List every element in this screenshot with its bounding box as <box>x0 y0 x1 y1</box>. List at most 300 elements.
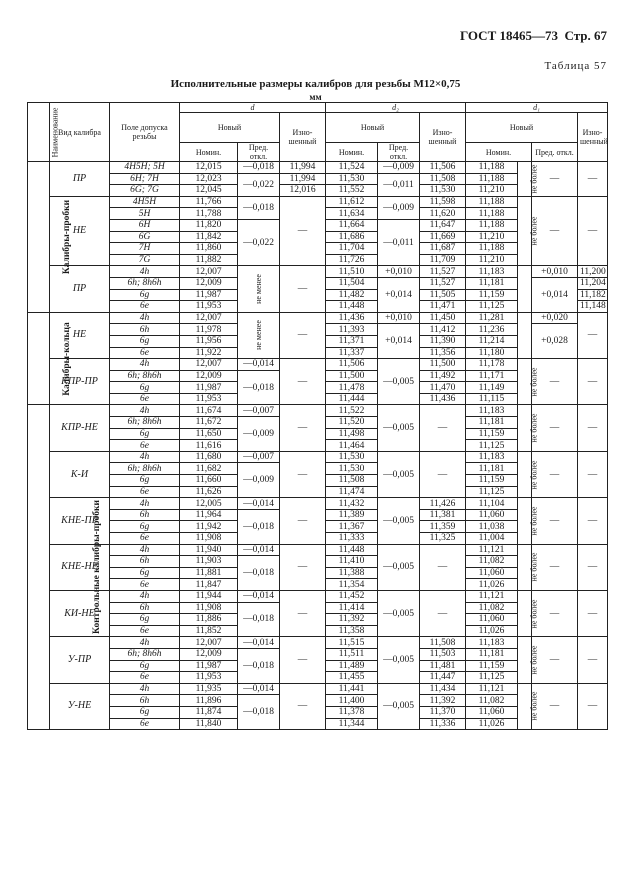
table-row <box>28 637 608 649</box>
d2-worn: 11,505 <box>420 289 466 301</box>
d1-note: не более <box>518 498 532 544</box>
tolerance-field: 4h <box>110 544 180 556</box>
d2-worn: 11,359 <box>420 521 466 533</box>
tolerance-field: 6g <box>110 289 180 301</box>
d-nominal: 12,007 <box>180 359 238 371</box>
d2-deviation: —0,005 <box>378 544 420 590</box>
d-nominal: 11,860 <box>180 243 238 255</box>
table-row <box>28 544 608 556</box>
d-worn: — <box>280 266 326 312</box>
tolerance-field: 6e <box>110 486 180 498</box>
d-nominal: 11,953 <box>180 672 238 684</box>
tolerance-field: 6g <box>110 382 180 394</box>
tolerance-field: 7H <box>110 243 180 255</box>
d-nominal: 12,009 <box>180 277 238 289</box>
standard-code: ГОСТ 18465—73 <box>459 28 558 43</box>
tolerance-field: 6h <box>110 695 180 707</box>
table-row <box>28 162 608 174</box>
d1-note: не более <box>518 162 532 197</box>
tolerance-field: 4h <box>110 359 180 371</box>
d1-nominal: 11,082 <box>466 695 518 707</box>
d2-nominal: 11,414 <box>326 602 378 614</box>
d1-note: не более <box>518 196 532 266</box>
d2-worn: 11,492 <box>420 370 466 382</box>
d2-deviation: —0,009 <box>378 196 420 219</box>
d2-nominal: 11,498 <box>326 428 378 440</box>
d-deviation: —0,022 <box>238 173 280 196</box>
d1-worn: 11,204 <box>578 277 608 289</box>
d2-worn: 11,506 <box>420 162 466 174</box>
tolerance-field: 6h; 8h6h <box>110 370 180 382</box>
tolerance-field: 4H5H <box>110 196 180 208</box>
d2-worn: — <box>420 590 466 636</box>
header-d1-nom: Номин. <box>466 143 532 162</box>
d-nominal: 11,953 <box>180 393 238 405</box>
d-nominal: 11,616 <box>180 440 238 452</box>
d2-worn: 11,527 <box>420 277 466 289</box>
d-deviation: —0,022 <box>238 219 280 265</box>
d2-worn: 11,470 <box>420 382 466 394</box>
d2-nominal: 11,612 <box>326 196 378 208</box>
d-nominal: 12,023 <box>180 173 238 185</box>
d2-deviation: +0,010 <box>378 312 420 324</box>
d2-nominal: 11,552 <box>326 185 378 197</box>
d2-nominal: 11,482 <box>326 289 378 301</box>
d2-nominal: 11,464 <box>326 440 378 452</box>
d-note: не менее <box>238 266 280 312</box>
d-nominal: 11,953 <box>180 301 238 313</box>
header-d1: d₁ <box>466 103 608 113</box>
d1-nominal: 11,125 <box>466 486 518 498</box>
d2-nominal: 11,530 <box>326 451 378 463</box>
d-deviation: —0,009 <box>238 463 280 498</box>
page-number: Стр. 67 <box>564 28 607 43</box>
d-nominal: 11,944 <box>180 590 238 602</box>
d-worn: 11,994 <box>280 162 326 174</box>
d-nominal: 11,935 <box>180 683 238 695</box>
d2-deviation: +0,014 <box>378 277 420 312</box>
d1-nominal: 11,210 <box>466 231 518 243</box>
page-header <box>460 28 607 44</box>
d2-deviation: —0,005 <box>378 590 420 636</box>
d1-nominal: 11,181 <box>466 417 518 429</box>
d1-nominal: 11,214 <box>466 335 518 347</box>
tolerance-field: 4h <box>110 683 180 695</box>
d2-nominal: 11,367 <box>326 521 378 533</box>
d-worn: — <box>280 359 326 405</box>
d2-worn: 11,426 <box>420 498 466 510</box>
d1-nominal: 11,188 <box>466 173 518 185</box>
d1-deviation: — <box>532 683 578 729</box>
tolerance-field: 6g <box>110 335 180 347</box>
caliber-kind: К-И <box>50 451 110 497</box>
d2-worn: 11,647 <box>420 219 466 231</box>
table-row <box>28 266 608 278</box>
d1-nominal: 11,181 <box>466 648 518 660</box>
d2-nominal: 11,378 <box>326 706 378 718</box>
d2-worn: — <box>420 451 466 497</box>
caliber-kind: ПР <box>50 266 110 312</box>
d1-nominal: 11,181 <box>466 277 518 289</box>
d-worn: — <box>280 405 326 451</box>
caliber-kind: ПР <box>50 162 110 197</box>
d-nominal: 11,908 <box>180 602 238 614</box>
d1-deviation: — <box>532 451 578 497</box>
d1-note <box>518 312 532 358</box>
d1-nominal: 11,183 <box>466 266 518 278</box>
d-worn: — <box>280 312 326 358</box>
d1-worn: — <box>578 451 608 497</box>
d1-deviation: — <box>532 590 578 636</box>
d-deviation: —0,014 <box>238 498 280 510</box>
d1-note: не более <box>518 590 532 636</box>
d2-nominal: 11,511 <box>326 648 378 660</box>
d1-nominal: 11,159 <box>466 475 518 487</box>
d1-note: не более <box>518 405 532 451</box>
d1-nominal: 11,188 <box>466 243 518 255</box>
d2-worn: 11,412 <box>420 324 466 336</box>
d2-deviation: +0,014 <box>378 324 420 359</box>
d-nominal: 11,956 <box>180 335 238 347</box>
header-d2-new: Новый <box>326 113 420 143</box>
d2-nominal: 11,388 <box>326 567 378 579</box>
tolerance-field: 6H; 7H <box>110 173 180 185</box>
d2-deviation: —0,005 <box>378 405 420 451</box>
d1-note <box>518 266 532 312</box>
d2-worn: 11,434 <box>420 683 466 695</box>
tolerance-field: 4h <box>110 637 180 649</box>
d-deviation: —0,009 <box>238 417 280 452</box>
d2-nominal: 11,448 <box>326 544 378 556</box>
d1-nominal: 11,210 <box>466 185 518 197</box>
header-d-new: Новый <box>180 113 280 143</box>
d2-nominal: 11,522 <box>326 405 378 417</box>
d1-deviation: — <box>532 359 578 405</box>
d2-deviation: —0,009 <box>378 162 420 174</box>
d2-worn: 11,450 <box>420 312 466 324</box>
d1-nominal: 11,121 <box>466 590 518 602</box>
d-nominal: 11,987 <box>180 382 238 394</box>
caliber-kind: КИ-НЕ <box>50 590 110 636</box>
d2-nominal: 11,436 <box>326 312 378 324</box>
tolerance-field: 4H5H; 5H <box>110 162 180 174</box>
d2-nominal: 11,452 <box>326 590 378 602</box>
d2-worn: 11,527 <box>420 266 466 278</box>
header-d2-worn: Изно- шенный <box>420 113 466 162</box>
d2-worn: 11,447 <box>420 672 466 684</box>
header-d-worn: Изно- шенный <box>280 113 326 162</box>
d1-worn: — <box>578 683 608 729</box>
d2-nominal: 11,344 <box>326 718 378 730</box>
table-row <box>28 683 608 695</box>
d2-worn: 11,503 <box>420 648 466 660</box>
header-d1-worn: Изно- шенный <box>578 113 608 162</box>
d2-deviation: —0,005 <box>378 451 420 497</box>
caliber-kind: КНЕ-ПР <box>50 498 110 544</box>
d1-nominal: 11,236 <box>466 324 518 336</box>
d1-worn: — <box>578 359 608 405</box>
caliber-kind: КПР-НЕ <box>50 405 110 451</box>
tolerance-field: 6H <box>110 219 180 231</box>
d1-nominal: 11,115 <box>466 393 518 405</box>
d-nominal: 11,852 <box>180 625 238 637</box>
tolerance-field: 6h; 8h6h <box>110 648 180 660</box>
d1-worn: — <box>578 637 608 683</box>
d2-nominal: 11,441 <box>326 683 378 695</box>
d2-nominal: 11,524 <box>326 162 378 174</box>
tolerance-field: 6g <box>110 521 180 533</box>
d2-nominal: 11,508 <box>326 475 378 487</box>
d2-nominal: 11,455 <box>326 672 378 684</box>
d1-deviation: — <box>532 544 578 590</box>
d2-worn: 11,436 <box>420 393 466 405</box>
d1-deviation: +0,014 <box>532 277 578 312</box>
table-label: Таблица 57 <box>544 60 607 72</box>
d1-worn: 11,148 <box>578 301 608 313</box>
d2-nominal: 11,515 <box>326 637 378 649</box>
tolerance-field: 6e <box>110 440 180 452</box>
d2-nominal: 11,474 <box>326 486 378 498</box>
d-nominal: 11,682 <box>180 463 238 475</box>
d2-worn: 11,620 <box>420 208 466 220</box>
d1-note: не более <box>518 637 532 683</box>
d1-worn: — <box>578 196 608 266</box>
table-row <box>28 405 608 417</box>
d-nominal: 11,840 <box>180 718 238 730</box>
group-label: Контрольные калибры-пробки <box>28 405 50 730</box>
tolerance-field: 6e <box>110 347 180 359</box>
table-row <box>28 451 608 463</box>
tolerance-field: 6G; 7G <box>110 185 180 197</box>
d-nominal: 11,650 <box>180 428 238 440</box>
unit-label: мм <box>309 92 322 102</box>
d2-deviation: —0,011 <box>378 219 420 265</box>
d2-deviation: —0,005 <box>378 359 420 405</box>
d-nominal: 11,964 <box>180 509 238 521</box>
d-nominal: 11,922 <box>180 347 238 359</box>
d1-nominal: 11,281 <box>466 312 518 324</box>
table-body <box>28 162 608 730</box>
d1-nominal: 11,060 <box>466 706 518 718</box>
d2-worn: 11,500 <box>420 359 466 371</box>
header-field: Поле допуска резьбы <box>110 103 180 162</box>
d-nominal: 12,005 <box>180 498 238 510</box>
tolerance-field: 6g <box>110 614 180 626</box>
header-name: Наименование <box>28 103 50 162</box>
d-nominal: 11,842 <box>180 231 238 243</box>
d1-nominal: 11,125 <box>466 440 518 452</box>
header-d: d <box>180 103 326 113</box>
d1-nominal: 11,183 <box>466 405 518 417</box>
tolerance-field: 6e <box>110 625 180 637</box>
header-kind: Вид калибра <box>50 103 110 162</box>
d2-worn: 11,370 <box>420 706 466 718</box>
d2-worn: 11,530 <box>420 185 466 197</box>
d-deviation: —0,014 <box>238 590 280 602</box>
d-nominal: 11,987 <box>180 289 238 301</box>
header-d-dev: Пред. откл. <box>238 143 280 162</box>
d1-nominal: 11,121 <box>466 683 518 695</box>
d1-nominal: 11,125 <box>466 672 518 684</box>
d1-worn: — <box>578 312 608 358</box>
header-d2-dev: Пред. откл. <box>378 143 420 162</box>
tolerance-field: 6e <box>110 301 180 313</box>
d-nominal: 12,045 <box>180 185 238 197</box>
d1-worn: 11,200 <box>578 266 608 278</box>
d-nominal: 12,015 <box>180 162 238 174</box>
header-d2: d₂ <box>326 103 466 113</box>
tolerance-field: 4h <box>110 312 180 324</box>
d-nominal: 12,007 <box>180 266 238 278</box>
table-row <box>28 196 608 208</box>
d1-note: не более <box>518 359 532 405</box>
d1-nominal: 11,082 <box>466 602 518 614</box>
d2-worn: 11,709 <box>420 254 466 266</box>
tolerance-field: 6h <box>110 556 180 568</box>
d-worn: 12,016 <box>280 185 326 197</box>
d1-nominal: 11,210 <box>466 254 518 266</box>
d2-nominal: 11,726 <box>326 254 378 266</box>
tolerance-field: 6e <box>110 718 180 730</box>
header-d1-dev: Пред. откл. <box>532 143 578 162</box>
d2-nominal: 11,686 <box>326 231 378 243</box>
caliber-kind: НЕ <box>50 312 110 358</box>
d-deviation: —0,018 <box>238 695 280 730</box>
header-d1-new: Новый <box>466 113 578 143</box>
tolerance-field: 6g <box>110 567 180 579</box>
d1-nominal: 11,188 <box>466 196 518 208</box>
d2-nominal: 11,530 <box>326 173 378 185</box>
d1-deviation: — <box>532 196 578 266</box>
d1-nominal: 11,188 <box>466 162 518 174</box>
d2-nominal: 11,400 <box>326 695 378 707</box>
tolerance-field: 4h <box>110 498 180 510</box>
d-worn: — <box>280 683 326 729</box>
d-worn: 11,994 <box>280 173 326 185</box>
d-nominal: 11,896 <box>180 695 238 707</box>
d1-worn: — <box>578 498 608 544</box>
d2-worn: 11,687 <box>420 243 466 255</box>
tolerance-field: 6g <box>110 475 180 487</box>
d2-nominal: 11,444 <box>326 393 378 405</box>
table-title: Исполнительные размеры калибров для резьбы М12×0,75 <box>170 78 461 90</box>
d2-nominal: 11,664 <box>326 219 378 231</box>
d2-worn: 11,508 <box>420 637 466 649</box>
d2-nominal: 11,478 <box>326 382 378 394</box>
d-nominal: 11,940 <box>180 544 238 556</box>
d-note: не менее <box>238 312 280 358</box>
tolerance-field: 6h; 8h6h <box>110 417 180 429</box>
d-nominal: 11,766 <box>180 196 238 208</box>
d1-note: не более <box>518 451 532 497</box>
d-nominal: 11,672 <box>180 417 238 429</box>
d2-nominal: 11,333 <box>326 533 378 545</box>
d-nominal: 11,903 <box>180 556 238 568</box>
d1-deviation: +0,028 <box>532 324 578 359</box>
d2-nominal: 11,393 <box>326 324 378 336</box>
d2-nominal: 11,358 <box>326 625 378 637</box>
d2-worn: 11,508 <box>420 173 466 185</box>
d-nominal: 11,942 <box>180 521 238 533</box>
d2-worn: 11,390 <box>420 335 466 347</box>
tolerance-field: 4h <box>110 451 180 463</box>
d1-nominal: 11,178 <box>466 359 518 371</box>
d1-nominal: 11,060 <box>466 567 518 579</box>
tolerance-field: 4h <box>110 266 180 278</box>
tolerance-field: 6G <box>110 231 180 243</box>
tolerance-field: 5H <box>110 208 180 220</box>
header-d2-nom: Номин. <box>326 143 378 162</box>
d-nominal: 11,886 <box>180 614 238 626</box>
d-nominal: 11,674 <box>180 405 238 417</box>
d2-worn: — <box>420 544 466 590</box>
d-nominal: 12,009 <box>180 370 238 382</box>
tolerance-field: 4h <box>110 405 180 417</box>
tolerance-field: 6g <box>110 428 180 440</box>
tolerance-field: 6e <box>110 393 180 405</box>
d-deviation: —0,018 <box>238 370 280 405</box>
d-nominal: 11,881 <box>180 567 238 579</box>
d-nominal: 11,908 <box>180 533 238 545</box>
d2-worn: — <box>420 405 466 451</box>
d1-worn: — <box>578 405 608 451</box>
caliber-kind: У-НЕ <box>50 683 110 729</box>
d1-nominal: 11,026 <box>466 625 518 637</box>
d-nominal: 11,847 <box>180 579 238 591</box>
d-nominal: 11,874 <box>180 706 238 718</box>
d1-worn: — <box>578 162 608 197</box>
d-nominal: 11,820 <box>180 219 238 231</box>
d1-nominal: 11,159 <box>466 289 518 301</box>
calibers-table <box>27 102 608 730</box>
d-deviation: —0,014 <box>238 544 280 556</box>
d2-nominal: 11,392 <box>326 614 378 626</box>
d1-nominal: 11,082 <box>466 556 518 568</box>
d-nominal: 11,978 <box>180 324 238 336</box>
caliber-kind: КНЕ-НЕ <box>50 544 110 590</box>
d2-deviation: +0,010 <box>378 266 420 278</box>
d2-worn: 11,336 <box>420 718 466 730</box>
d-worn: — <box>280 196 326 266</box>
d2-deviation: —0,011 <box>378 173 420 196</box>
d-deviation: —0,018 <box>238 648 280 683</box>
tolerance-field: 6h; 8h6h <box>110 277 180 289</box>
d-worn: — <box>280 498 326 544</box>
d1-deviation: — <box>532 162 578 197</box>
d1-nominal: 11,104 <box>466 498 518 510</box>
d1-nominal: 11,180 <box>466 347 518 359</box>
caliber-kind: КПР-ПР <box>50 359 110 405</box>
d2-worn: 11,325 <box>420 533 466 545</box>
d-nominal: 11,660 <box>180 475 238 487</box>
d2-nominal: 11,506 <box>326 359 378 371</box>
d1-worn: 11,182 <box>578 289 608 301</box>
d2-worn: 11,356 <box>420 347 466 359</box>
d-nominal: 11,626 <box>180 486 238 498</box>
d2-nominal: 11,704 <box>326 243 378 255</box>
d1-nominal: 11,181 <box>466 463 518 475</box>
d-worn: — <box>280 637 326 683</box>
d-deviation: —0,007 <box>238 451 280 463</box>
d2-nominal: 11,432 <box>326 498 378 510</box>
d-deviation: —0,014 <box>238 637 280 649</box>
d1-nominal: 11,183 <box>466 637 518 649</box>
d2-worn: 11,481 <box>420 660 466 672</box>
tolerance-field: 6h <box>110 509 180 521</box>
d1-nominal: 11,188 <box>466 219 518 231</box>
d1-deviation: — <box>532 498 578 544</box>
d1-worn: — <box>578 544 608 590</box>
